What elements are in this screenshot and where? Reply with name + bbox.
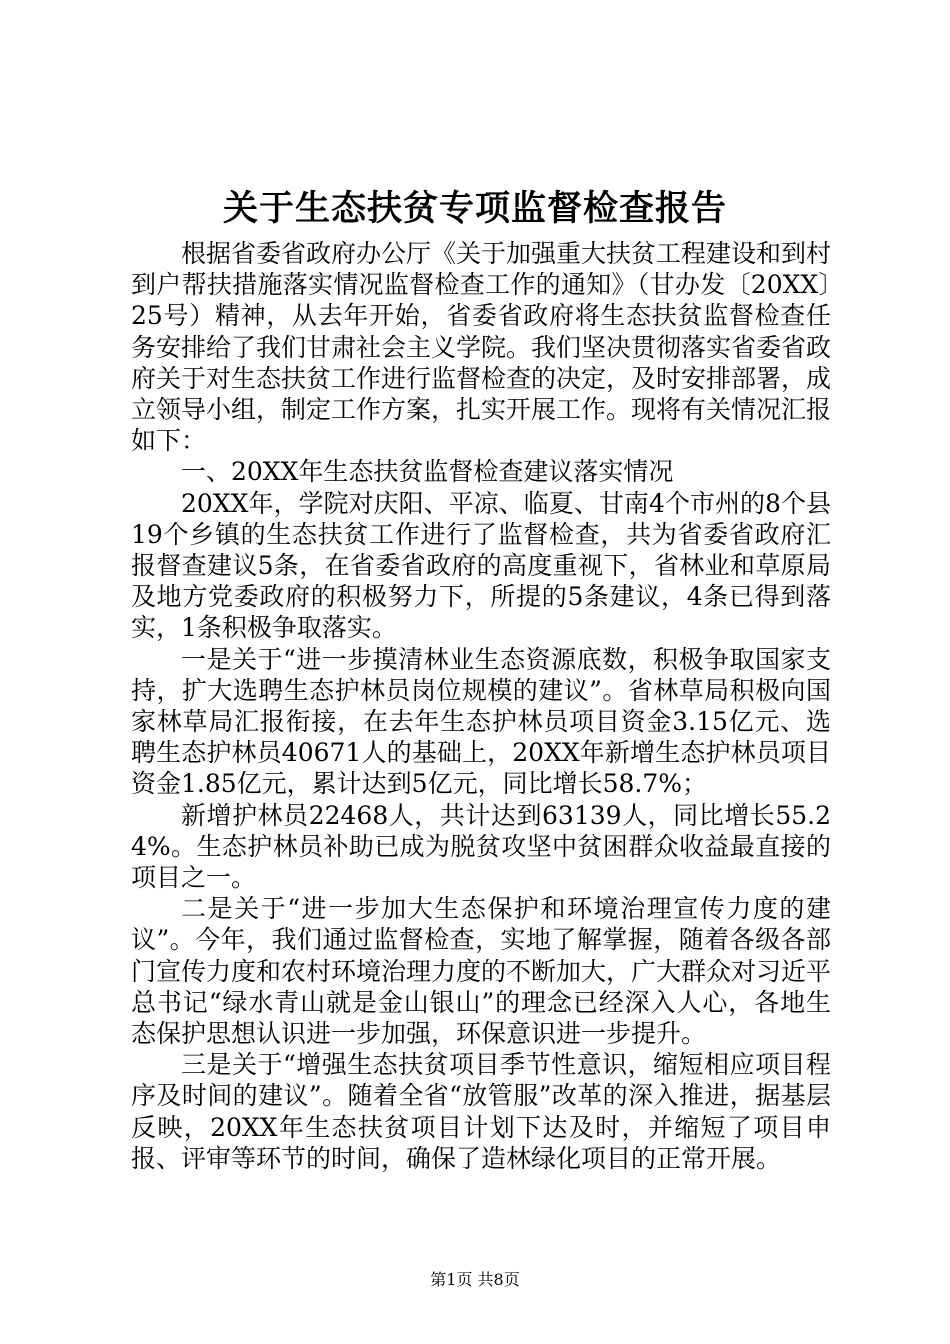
paragraph-intro: 根据省委省政府办公厅《关于加强重大扶贫工程建设和到村到户帮扶措施落实情况监督检查工作的通知》（甘办发〔20XX〕25号）精神，从去年开始，省委省政府将生态扶贫监督检查任务安排给了我们甘肃社会主义学院。我们坚决贯彻落实省委省政府关于对生态扶贫工作进行监督检查的决定，及时安排部署，成立领导小组，制定工作方案，扎实开展工作。现将有关情况汇报如下：: [131, 239, 832, 456]
paragraph-overview: 20XX年，学院对庆阳、平凉、临夏、甘南4个市州的8个县19个乡镇的生态扶贫工作进行了监督检查，共为省委省政府汇报督查建议5条，在省委省政府的高度重视下，省林业和草原局及地方党委政府的积极努力下，所提的5条建议，4条已得到落实，1条积极争取落实。: [131, 488, 831, 643]
paragraph-item-2: 二是关于“进一步加大生态保护和环境治理宣传力度的建议”。今年，我们通过监督检查，实地了解掌握，随着各级各部门宣传力度和农村环境治理力度的不断加大，广大群众对习近平总书记“绿水青山就是金山银山”的理念已经深入人心，各地生态保护思想认识进一步加强，环保意识进一步提升。: [131, 894, 832, 1049]
paragraph-item-1-cont: 新增护林员22468人，共计达到63139人，同比增长55.24%。生态护林员补助已成为脱贫攻坚中贫困群众收益最直接的项目之一。: [131, 800, 831, 893]
page-number-footer: 第1页 共8页: [430, 1270, 520, 1289]
paragraph-item-1: 一是关于“进一步摸清林业生态资源底数，积极争取国家支持，扩大选聘生态护林员岗位规模的建议”。省林草局积极向国家林草局汇报衔接，在去年生态护林员项目资金3.15亿元、选聘生态护林员40671人的基础上，20XX年新增生态护林员项目资金1.85亿元，累计达到5亿元，同比增长58.7%；: [131, 644, 831, 799]
paragraph-item-3: 三是关于“增强生态扶贫项目季节性意识，缩短相应项目程序及时间的建议”。随着全省“放管服”改革的深入推进，据基层反映，20XX年生态扶贫项目计划下达及时，并缩短了项目申报、评审等环节的时间，确保了造林绿化项目的正常开展。: [131, 1050, 831, 1173]
document-body: [131, 238, 831, 1174]
document-title: 关于生态扶贫专项监督检查报告: [222, 188, 727, 229]
section-heading-1: 一、20XX年生态扶贫监督检查建议落实情况: [181, 457, 674, 487]
